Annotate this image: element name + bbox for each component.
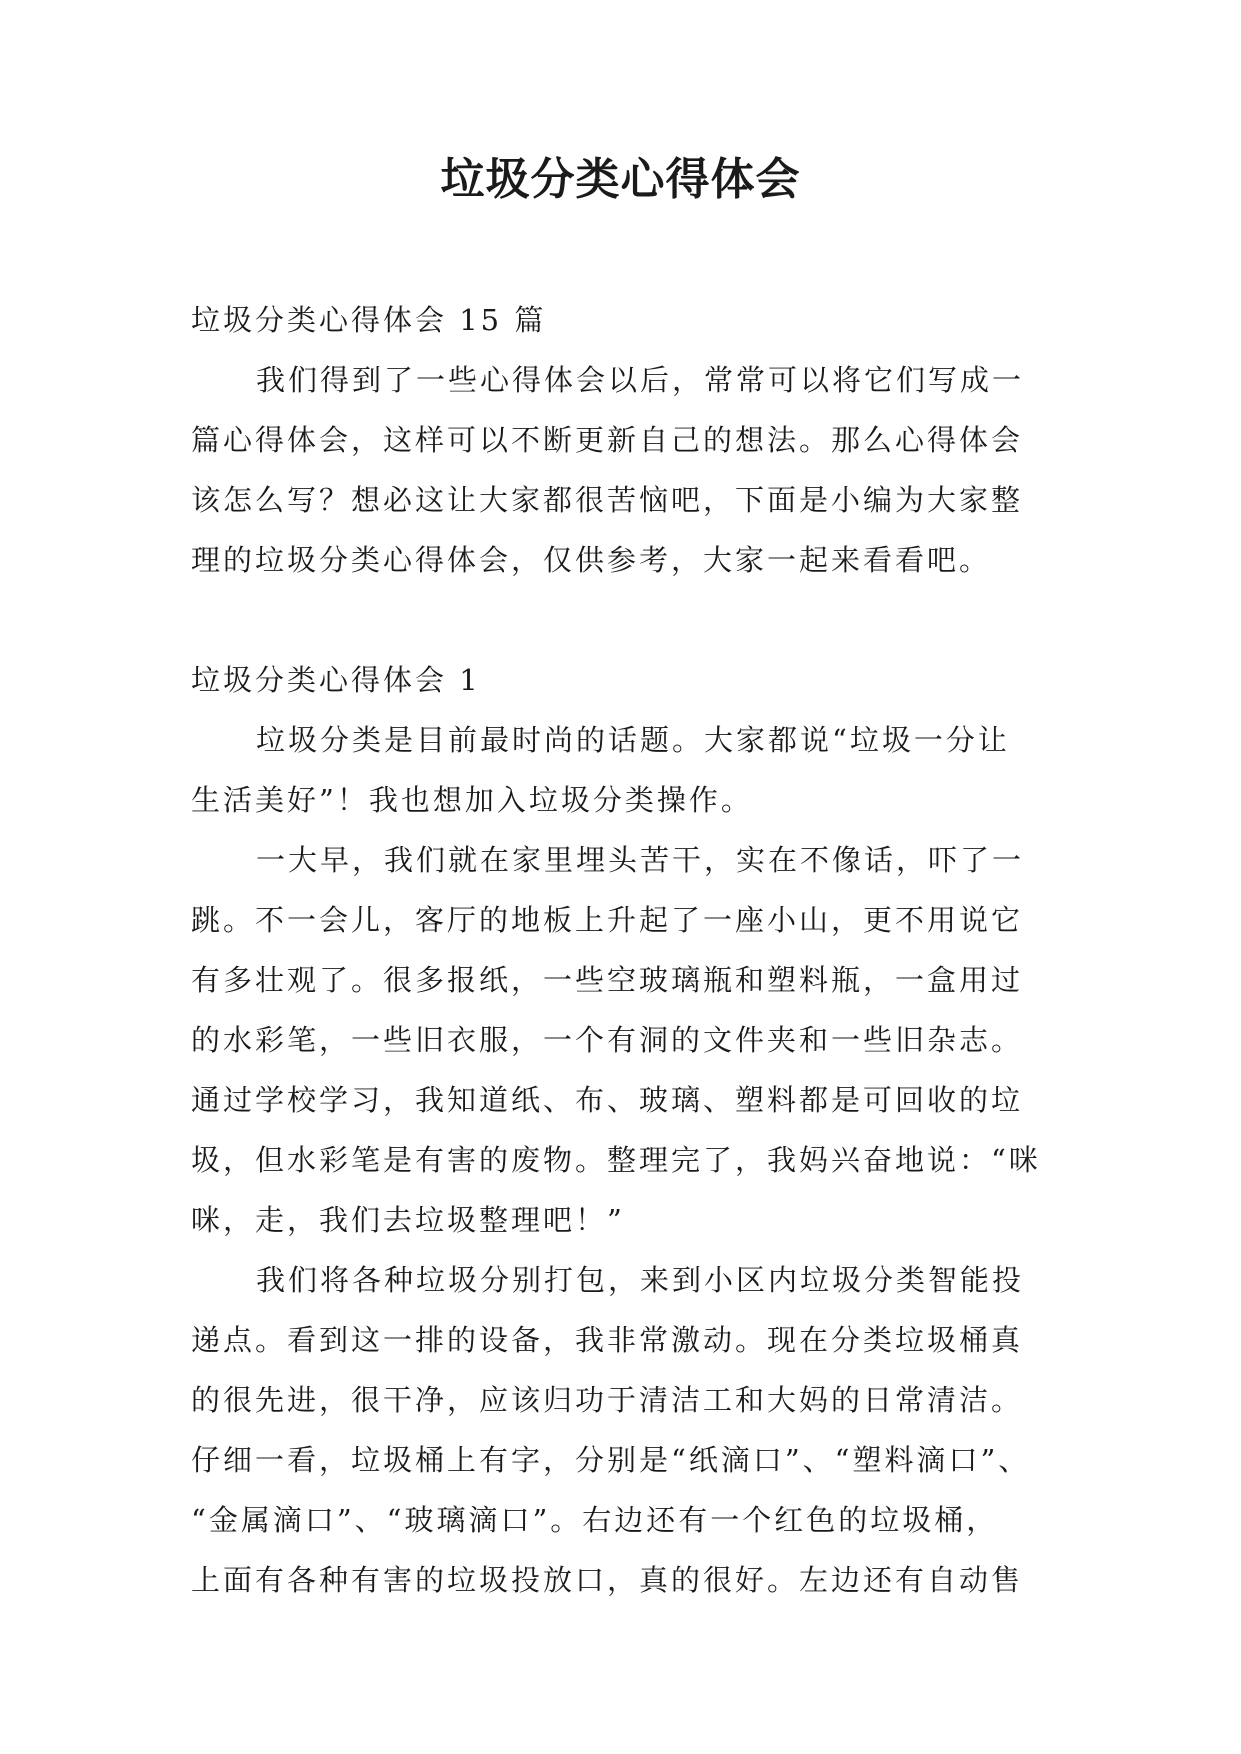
spacer xyxy=(191,590,1091,650)
document-subtitle: 垃圾分类心得体会 15 篇 xyxy=(191,303,547,337)
paragraph-line: 生活美好”！我也想加入垃圾分类操作。 xyxy=(191,783,753,817)
paragraph-line: 理的垃圾分类心得体会，仅供参考，大家一起来看看吧。 xyxy=(191,543,992,577)
paragraph-line: 上面有各种有害的垃圾投放口，真的很好。左边还有自动售 xyxy=(191,1563,1024,1597)
paragraph-line: 咪，走，我们去垃圾整理吧！” xyxy=(191,1203,625,1237)
paragraph-line: 圾，但水彩笔是有害的废物。整理完了，我妈兴奋地说：“咪 xyxy=(191,1143,1041,1177)
paragraph-line: 通过学校学习，我知道纸、布、玻璃、塑料都是可回收的垃 xyxy=(191,1083,1024,1117)
intro-paragraph xyxy=(191,350,1091,590)
paragraph-line: 我们将各种垃圾分别打包，来到小区内垃圾分类智能投 xyxy=(256,1263,1025,1297)
paragraph-line: 跳。不一会儿，客厅的地板上升起了一座小山，更不用说它 xyxy=(191,903,1024,937)
document-body xyxy=(191,290,1091,1610)
paragraph-line: 的水彩笔，一些旧衣服，一个有洞的文件夹和一些旧杂志。 xyxy=(191,1023,1024,1057)
paragraph-line: 篇心得体会，这样可以不断更新自己的想法。那么心得体会 xyxy=(191,423,1024,457)
section-heading: 垃圾分类心得体会 1 xyxy=(191,663,481,697)
paragraph-line: 垃圾分类是目前最时尚的话题。大家都说“垃圾一分让 xyxy=(256,723,1010,757)
section-paragraph-3 xyxy=(191,1250,1091,1610)
paragraph-line: 递点。看到这一排的设备，我非常激动。现在分类垃圾桶真 xyxy=(191,1323,1024,1357)
document-title: 垃圾分类心得体会 xyxy=(440,154,801,205)
paragraph-line: 有多壮观了。很多报纸，一些空玻璃瓶和塑料瓶，一盒用过 xyxy=(191,963,1024,997)
paragraph-line: 该怎么写？想必这让大家都很苦恼吧，下面是小编为大家整 xyxy=(191,483,1024,517)
section-paragraph-1 xyxy=(191,710,1091,830)
paragraph-line: 一大早，我们就在家里埋头苦干，实在不像话，吓了一 xyxy=(256,843,1025,877)
paragraph-line: 的很先进，很干净，应该归功于清洁工和大妈的日常清洁。 xyxy=(191,1383,1024,1417)
paragraph-line: “金属滴口”、“玻璃滴口”。右边还有一个红色的垃圾桶， xyxy=(191,1503,999,1537)
paragraph-line: 仔细一看，垃圾桶上有字，分别是“纸滴口”、“塑料滴口”、 xyxy=(191,1443,1031,1477)
paragraph-line: 我们得到了一些心得体会以后，常常可以将它们写成一 xyxy=(256,363,1025,397)
section-paragraph-2 xyxy=(191,830,1091,1250)
